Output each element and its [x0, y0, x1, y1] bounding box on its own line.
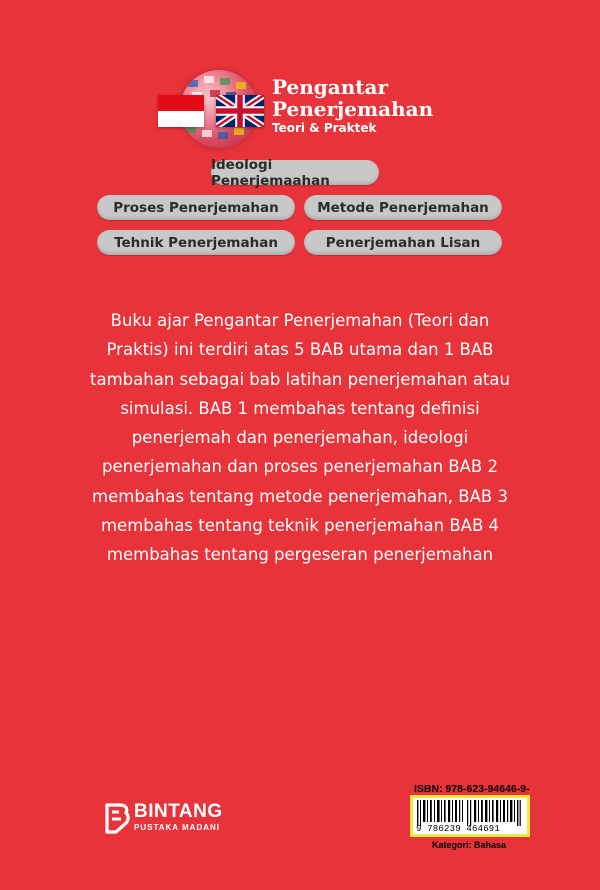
book-header [158, 68, 458, 153]
barcode-bars [417, 800, 521, 826]
book-description: Buku ajar Pengantar Penerjemahan (Teori dan Praktis) ini terdiri atas 5 BAB utama dan 1 BAB tambahan sebagai bab latihan penerjemahan atau simulasi. BAB 1 membahas tentang definisi penerjemah dan penerjemahan, ideologi penerjemahan dan proses penerjemahan BAB 2 membahas tentang metode penerjemahan, BAB 3 membahas tentang teknik penerjemahan BAB 4 membahas tentang pergeseran penerjemahan [90, 311, 510, 565]
title-line-2: Penerjemahan [272, 97, 434, 121]
book-subtitle: Teori & Praktek [272, 121, 377, 135]
book-title-block [272, 76, 433, 135]
topic-pill-proses: Proses Penerjemahan [97, 195, 295, 220]
bintang-logo-icon [104, 803, 130, 835]
uk-flag-icon [216, 95, 264, 127]
topic-pill-metode: Metode Penerjemahan [304, 195, 502, 220]
indonesia-flag-icon [158, 95, 204, 127]
barcode [410, 795, 530, 837]
barcode-digits: 9 786239 464691 [416, 824, 501, 834]
topic-pill-tehnik: Tehnik Penerjemahan [97, 230, 295, 255]
publisher-name: BINTANG [134, 801, 223, 822]
isbn-number: ISBN: 978-623-94646-9- [414, 783, 530, 795]
publisher-subname: PUSTAKA MADANI [134, 823, 220, 832]
topic-pill-ideologi: Ideologi Penerjemaahan [211, 160, 379, 185]
book-category: Kategori: Bahasa [432, 840, 507, 850]
topic-pill-lisan: Penerjemahan Lisan [304, 230, 502, 255]
title-line-1: Pengantar [272, 75, 388, 99]
isbn-block [410, 783, 530, 850]
publisher-logo [104, 801, 244, 837]
